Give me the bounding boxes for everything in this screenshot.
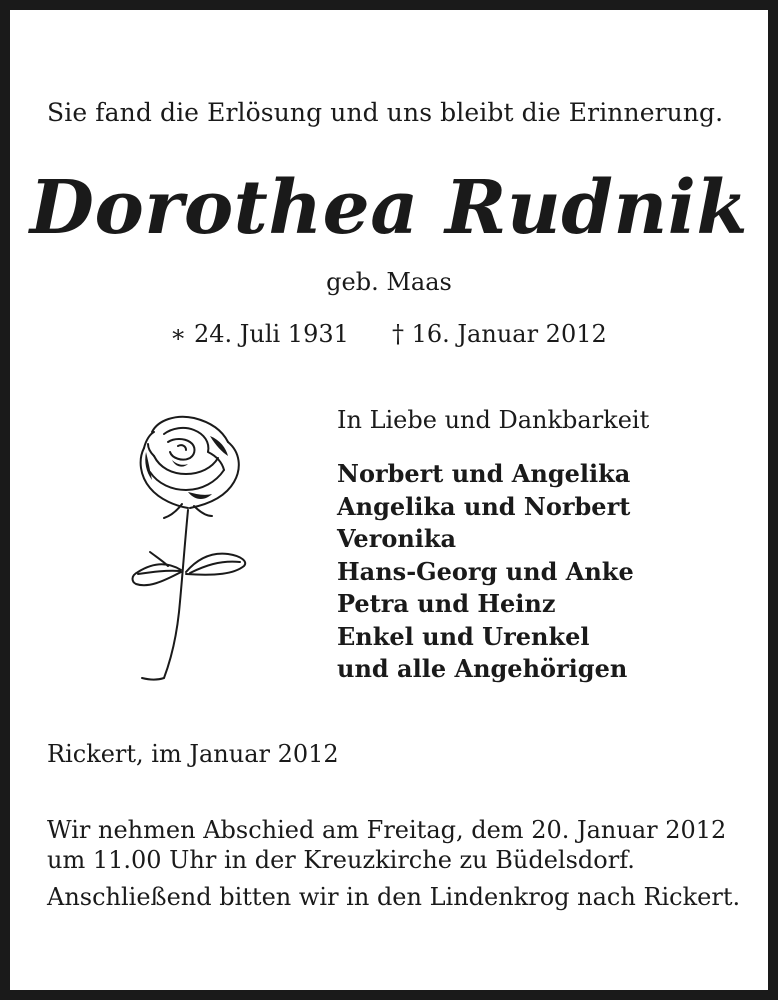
list-item: und alle Angehörigen [337, 654, 628, 683]
reception-info: Anschließend bitten wir in den Lindenkrog nach Rickert. [47, 883, 741, 911]
list-item: Hans-Georg und Anke [337, 556, 634, 586]
death-date: † 16. Januar 2012 [392, 320, 607, 348]
list-item: Angelika und Norbert [337, 491, 631, 521]
motto-text: Sie fand die Erlösung und uns bleibt die Erinnerung. [47, 98, 724, 127]
mourners-list [337, 458, 634, 686]
deceased-name: Dorothea Rudnik [29, 165, 749, 251]
rose-icon [124, 412, 254, 684]
list-item: Veronika [337, 524, 457, 553]
list-item: Norbert und Angelika [337, 459, 631, 488]
service-info [47, 815, 726, 875]
list-item: Enkel und Urenkel [337, 621, 590, 651]
birth-date: ∗ 24. Juli 1931 [170, 320, 349, 348]
service-line: Wir nehmen Abschied am Freitag, dem 20. Januar 2012 [47, 816, 727, 844]
service-line: um 11.00 Uhr in der Kreuzkirche zu Büdelsdorf. [47, 846, 635, 874]
dedication-line: In Liebe und Dankbarkeit [337, 406, 650, 434]
list-item: Petra und Heinz [337, 589, 556, 618]
birth-name: geb. Maas [326, 268, 452, 296]
place-date: Rickert, im Januar 2012 [47, 740, 339, 768]
